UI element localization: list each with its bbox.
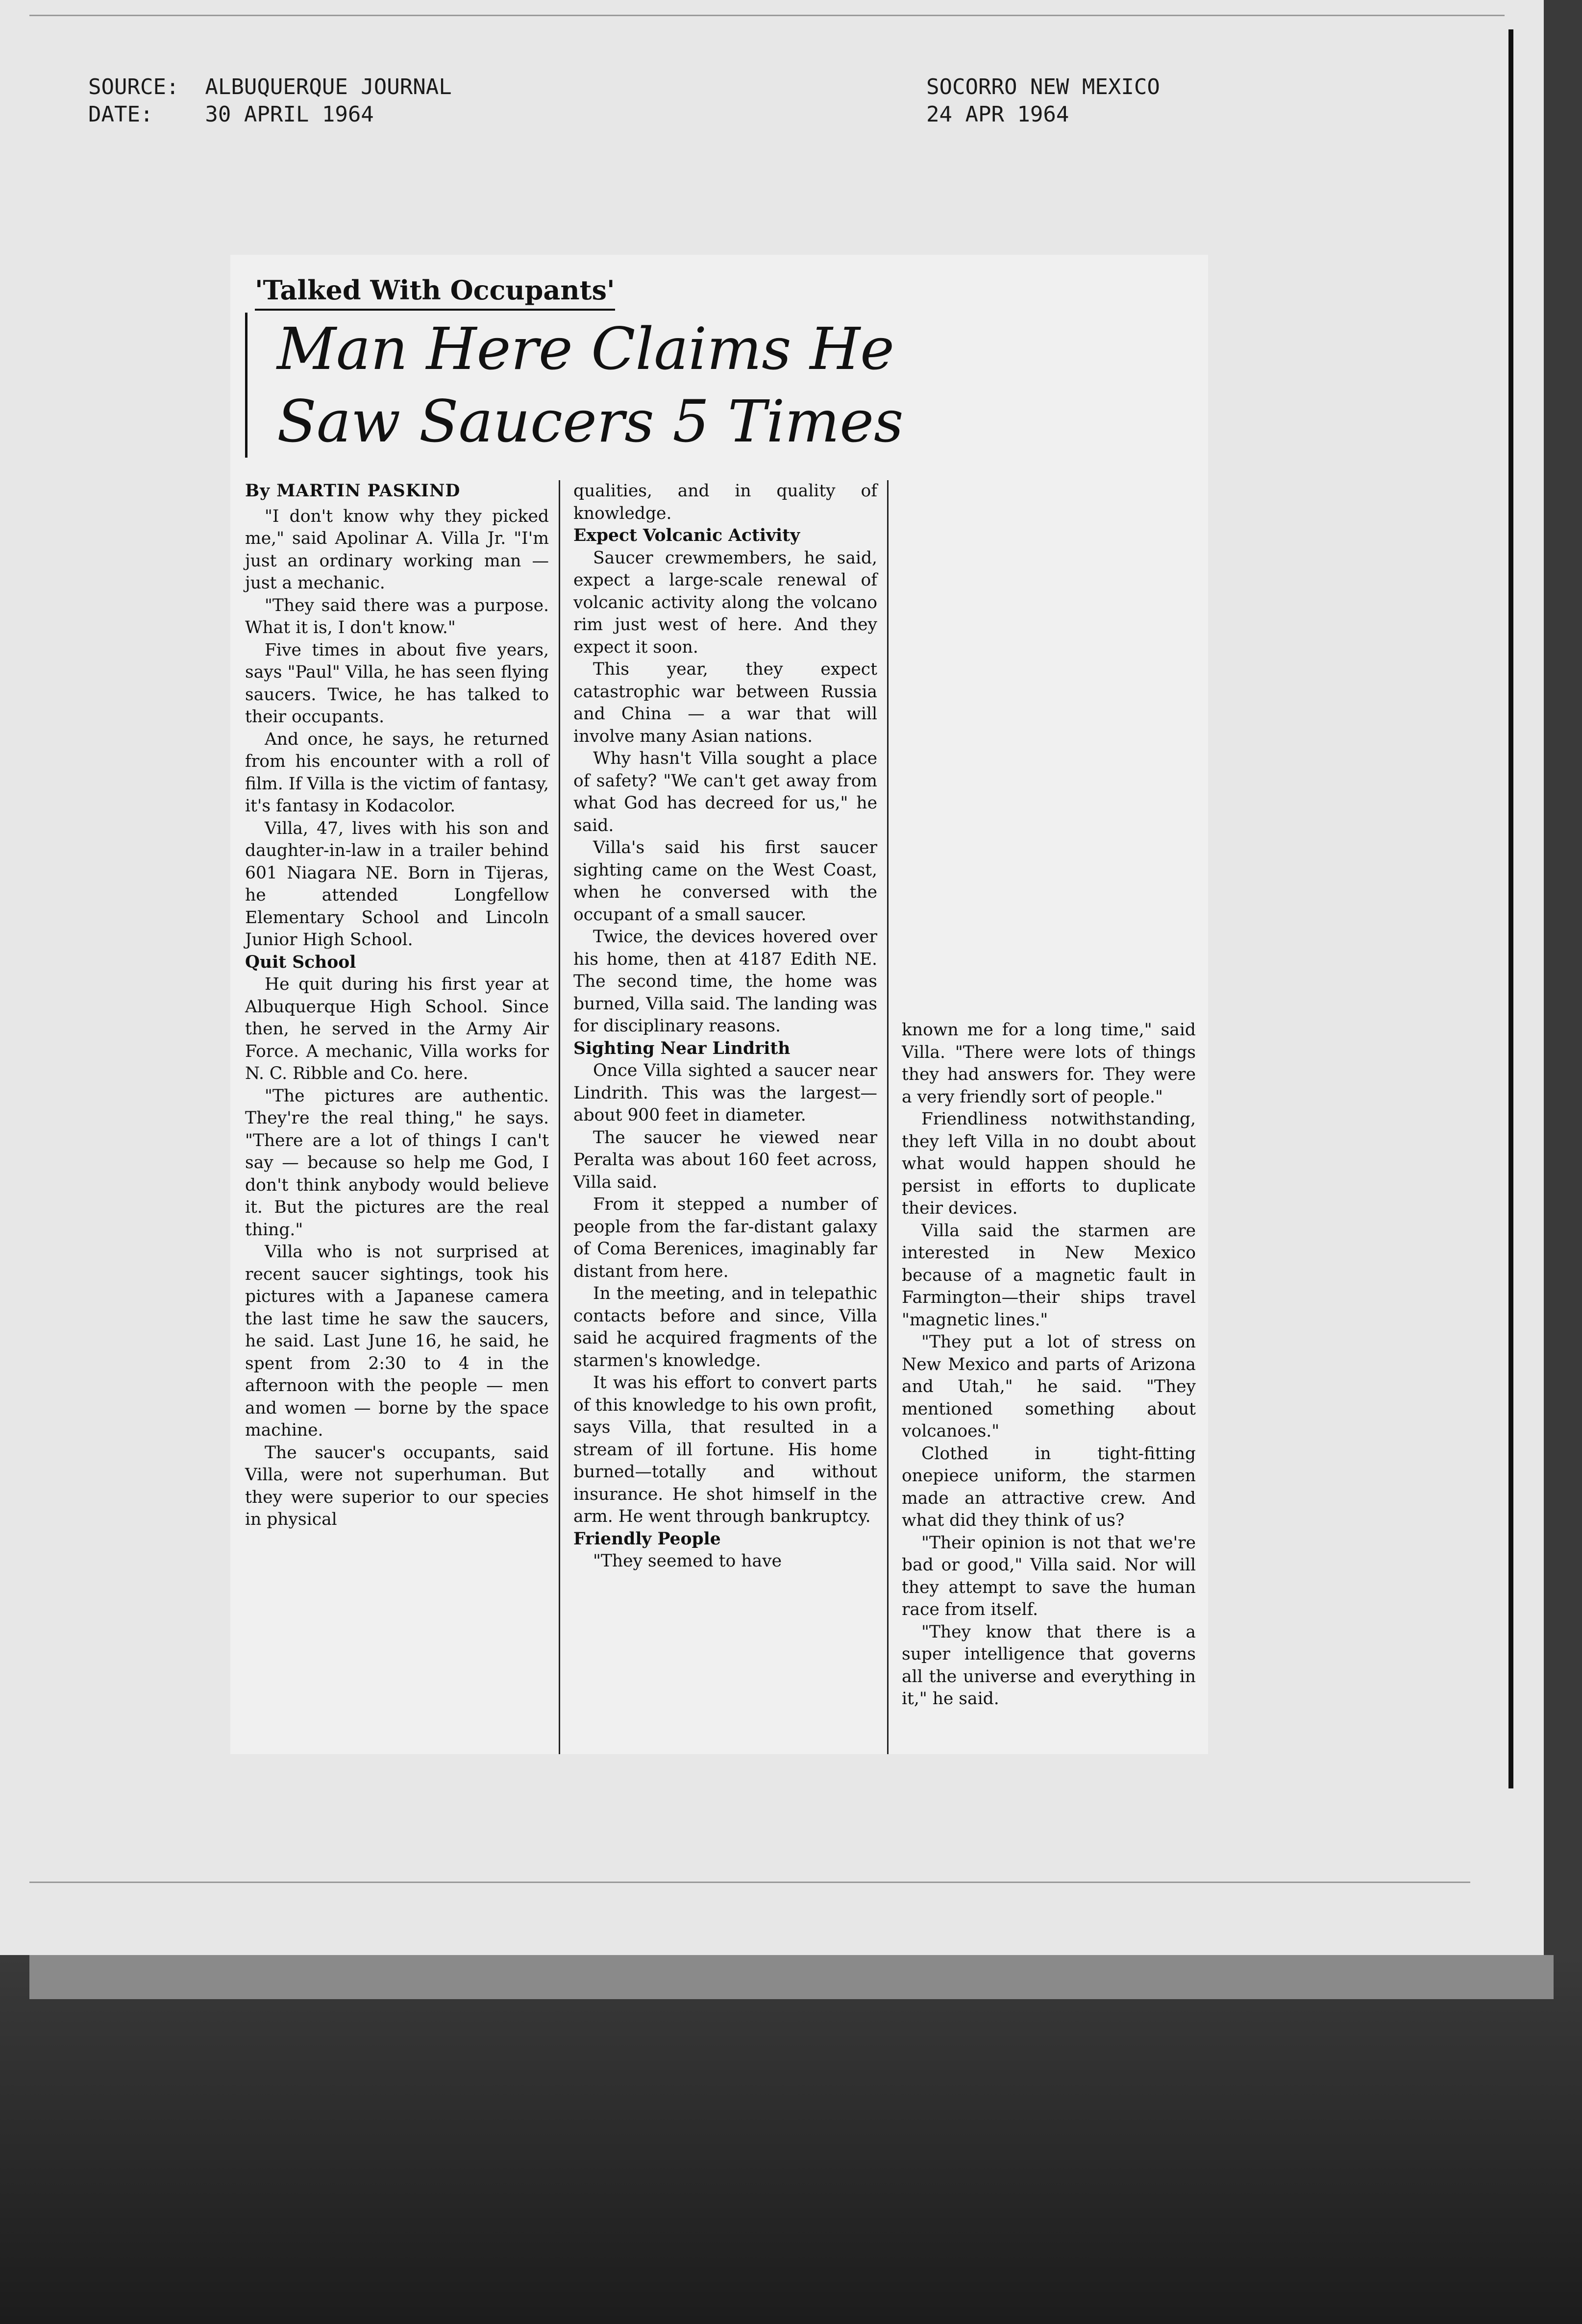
paragraph: Villa who is not surprised at recent saucer sightings, took his pictures with a Japanese camera the last time he saw the saucers, he said. Last June 16, he said, he spent from 2:30 to 4 in the afternoon with the people — men and women — borne by the space machine. [245, 1242, 549, 1440]
paragraph: Villa's said his first saucer sighting came on the West Coast, when he conversed with the occupant of a small saucer. [573, 838, 877, 925]
subheading: Sighting Near Lindrith [573, 1038, 791, 1058]
paragraph: Once Villa sighted a saucer near Lindrith. This was the largest—about 900 feet in diameter. [573, 1061, 877, 1125]
paragraph: Villa, 47, lives with his son and daughter-in-law in a trailer behind 601 Niagara NE. Born in Tijeras, he attended Longfellow Elementary School and Lincoln Junior High School. [245, 818, 549, 950]
location-header [926, 73, 1160, 128]
headline-line-1: Man Here Claims He [277, 315, 894, 383]
paragraph: From it stepped a number of people from the far-distant galaxy of Coma Berenices, imaginably far distant from here. [573, 1195, 877, 1281]
article-column-3 [902, 1019, 1196, 1754]
sheet-edge-shadow [1508, 29, 1513, 1788]
paragraph: In the meeting, and in telepathic contacts before and since, Villa said he acquired fragments of the starmen's knowledge. [573, 1284, 877, 1370]
paragraph: qualities, and in quality of knowledge. [573, 481, 877, 523]
paragraph: "They put a lot of stress on New Mexico and parts of Arizona and Utah," he said. "They mentioned something about volcanoes." [902, 1332, 1196, 1441]
article-column-1 [245, 480, 560, 1754]
paragraph: Saucer crewmembers, he said, expect a large-scale renewal of volcanic activity along the volcano rim just west of here. And they expect it soon. [573, 548, 877, 657]
paragraph: It was his effort to convert parts of this knowledge to his own profit, says Villa, that resulted in a stream of ill fortune. His home burned—totally and without insurance. He shot himself in the arm. He went through bankruptcy. [573, 1373, 877, 1526]
subheading: Quit School [245, 952, 356, 972]
paragraph: known me for a long time," said Villa. "There were lots of things they had answers for. They were a very friendly sort of people." [902, 1020, 1196, 1107]
paragraph: "They seemed to have [593, 1551, 782, 1571]
paragraph: "Their opinion is not that we're bad or good," Villa said. Nor will they attempt to save the human race from itself. [902, 1533, 1196, 1619]
paragraph: And once, he says, he returned from his encounter with a roll of film. If Villa is the victim of fantasy, it's fantasy in Kodacolor. [245, 729, 549, 816]
paragraph: Clothed in tight-fitting onepiece uniform, the starmen made an attractive crew. And what did they think of us? [902, 1443, 1196, 1530]
paragraph: Villa said the starmen are interested in New Mexico because of a magnetic fault in Farmington—their ships travel "magnetic lines." [902, 1221, 1196, 1330]
paragraph: "They said there was a purpose. What it is, I don't know." [245, 595, 549, 637]
paragraph: He quit during his first year at Albuquerque High School. Since then, he served in the Army Air Force. A mechanic, Villa works for N. C. Ribble and Co. here. [245, 975, 549, 1083]
paragraph: "The pictures are authentic. They're the real thing," he says. "There are a lot of things I can't say — because so help me God, I don't think anybody would believe it. But the pictures are the real thing." [245, 1086, 549, 1240]
newspaper-clipping [230, 255, 1208, 1754]
subheading: Expect Volcanic Activity [573, 526, 800, 545]
headline-line-2: Saw Saucers 5 Times [277, 388, 904, 455]
scan-edge-strip [29, 1955, 1554, 1999]
paragraph: "They know that there is a super intelligence that governs all the universe and everything in it," he said. [902, 1622, 1196, 1709]
article-headline [245, 313, 1169, 458]
paragraph: Friendliness notwithstanding, they left Villa in no doubt about what would happen should he persist in efforts to duplicate their devices. [902, 1109, 1196, 1218]
source-value: ALBUQUERQUE JOURNAL [205, 74, 452, 99]
paragraph: The saucer he viewed near Peralta was about 160 feet across, Villa said. [573, 1127, 877, 1192]
paragraph: The saucer's occupants, said Villa, were not superhuman. But they were superior to our species in physical [245, 1443, 549, 1529]
article-column-2 [573, 480, 889, 1754]
article-kicker: 'Talked With Occupants' [255, 274, 615, 311]
paragraph: Why hasn't Villa sought a place of safety? "We can't get away from what God has decreed for us," he said. [573, 749, 877, 835]
sheet-top-rule [29, 15, 1505, 16]
paragraph: "I don't know why they picked me," said Apolinar A. Villa Jr. "I'm just an ordinary working man — just a mechanic. [245, 506, 549, 593]
sheet-bottom-rule [29, 1882, 1470, 1883]
source-label: SOURCE: [88, 74, 179, 99]
paragraph: This year, they expect catastrophic war between Russia and China — a war that will involve many Asian nations. [573, 660, 877, 746]
scan-margin-right [1544, 0, 1582, 1955]
paragraph: Twice, the devices hovered over his home, then at 4187 Edith NE. The second time, the home was burned, Villa said. The landing was for disciplinary reasons. [573, 927, 877, 1036]
location-date: 24 APR 1964 [926, 102, 1069, 127]
source-header [88, 73, 452, 128]
date-label: DATE: [88, 102, 153, 127]
scan-background [0, 1955, 1582, 2324]
date-value: 30 APRIL 1964 [205, 102, 374, 127]
article-byline: By MARTIN PASKIND [245, 481, 461, 501]
paragraph: Five times in about five years, says "Paul" Villa, he has seen flying saucers. Twice, he has talked to their occupants. [245, 640, 549, 727]
subheading: Friendly People [573, 1529, 721, 1549]
location-place: SOCORRO NEW MEXICO [926, 74, 1160, 99]
